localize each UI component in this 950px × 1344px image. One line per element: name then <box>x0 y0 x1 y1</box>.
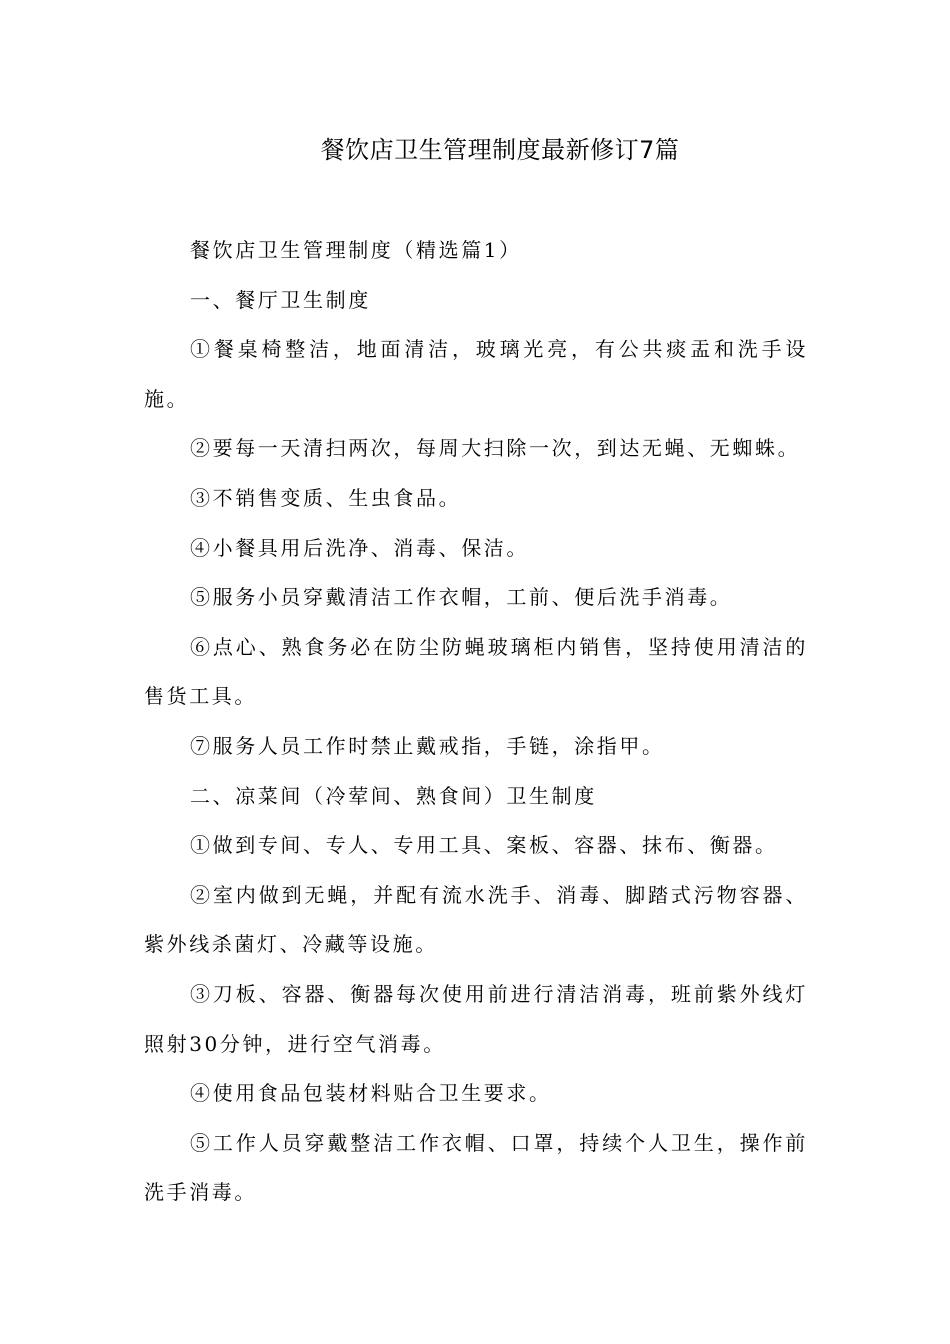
paragraph: ①餐桌椅整洁，地面清洁，玻璃光亮，有公共痰盂和洗手设施。 <box>144 337 808 411</box>
paragraph: ⑤工作人员穿戴整洁工作衣帽、口罩，持续个人卫生，操作前洗手消毒。 <box>144 1130 808 1205</box>
paragraph: ③不销售变质、生虫食品。 <box>190 485 462 510</box>
paragraph: ⑤服务小员穿戴清洁工作衣帽，工前、便后洗手消毒。 <box>190 585 733 610</box>
document-body <box>144 226 808 1218</box>
section-heading: 餐饮店卫生管理制度（精选篇1） <box>190 238 522 262</box>
paragraph: ②要每一天清扫两次，每周大扫除一次，到达无蝇、无蜘蛛。 <box>190 436 801 461</box>
paragraph: ⑥点心、熟食务必在防尘防蝇玻璃柜内销售，坚持使用清洁的售货工具。 <box>144 634 808 709</box>
paragraph: ④小餐具用后洗净、消毒、保洁。 <box>190 535 529 560</box>
subsection-heading: 一、餐厅卫生制度 <box>190 287 371 312</box>
paragraph: ④使用食品包装材料贴合卫生要求。 <box>190 1081 552 1106</box>
paragraph: ⑦服务人员工作时禁止戴戒指，手链，涂指甲。 <box>190 733 665 758</box>
subsection-heading: 二、凉菜间（冷荤间、熟食间）卫生制度 <box>190 783 597 808</box>
document-title: 餐饮店卫生管理制度最新修订7篇 <box>320 136 680 164</box>
paragraph: ②室内做到无蝇，并配有流水洗手、消毒、脚踏式污物容器、紫外线杀菌灯、冷藏等设施。 <box>144 882 808 957</box>
paragraph: ①做到专间、专人、专用工具、案板、容器、抹布、衡器。 <box>190 833 778 858</box>
paragraph: ③刀板、容器、衡器每次使用前进行清洁消毒，班前紫外线灯照射30分钟，进行空气消毒。 <box>144 981 808 1056</box>
